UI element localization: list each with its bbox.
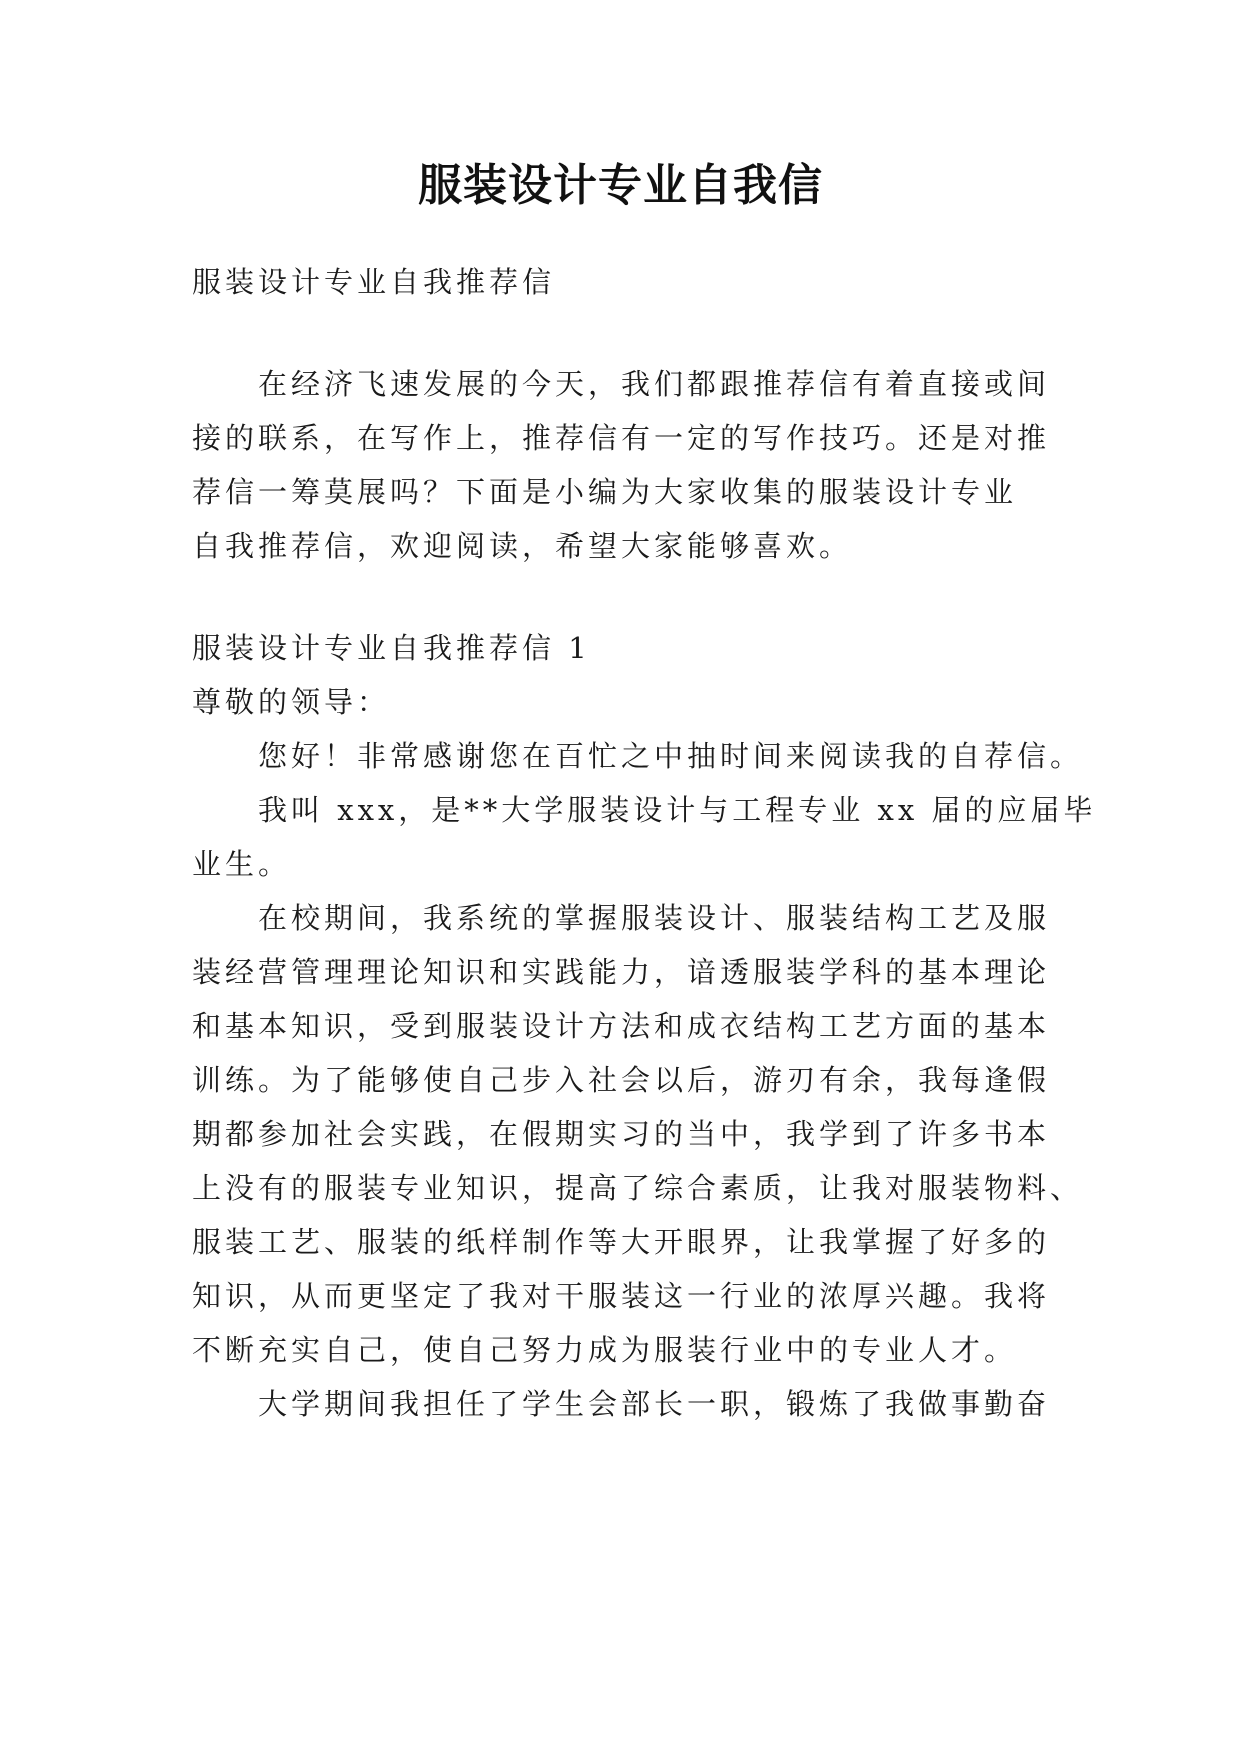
paragraph-line: 知识，从而更坚定了我对干服装这一行业的浓厚兴趣。我将 bbox=[192, 1279, 1051, 1313]
paragraph-line: 服装工艺、服装的纸样制作等大开眼界，让我掌握了好多的 bbox=[192, 1225, 1051, 1259]
intro-line: 在经济飞速发展的今天，我们都跟推荐信有着直接或间 bbox=[258, 367, 1051, 401]
paragraph-greeting: 您好！非常感谢您在百忙之中抽时间来阅读我的自荐信。 bbox=[258, 739, 1084, 773]
paragraph-line: 和基本知识，受到服装设计方法和成衣结构工艺方面的基本 bbox=[192, 1009, 1051, 1043]
document-title: 服装设计专业自我信 bbox=[418, 160, 823, 211]
paragraph-line: 装经营管理理论知识和实践能力，谙透服装学科的基本理论 bbox=[192, 955, 1051, 989]
intro-line: 荐信一筹莫展吗？下面是小编为大家收集的服装设计专业 bbox=[192, 475, 1018, 509]
paragraph-line: 期都参加社会实践，在假期实习的当中，我学到了许多书本 bbox=[192, 1117, 1051, 1151]
subtitle: 服装设计专业自我推荐信 bbox=[192, 265, 556, 299]
section-heading: 服装设计专业自我推荐信 1 bbox=[192, 631, 591, 665]
paragraph-line: 业生。 bbox=[192, 847, 292, 881]
paragraph-line: 大学期间我担任了学生会部长一职，锻炼了我做事勤奋 bbox=[258, 1387, 1051, 1421]
salutation: 尊敬的领导： bbox=[192, 685, 391, 719]
intro-line: 自我推荐信，欢迎阅读，希望大家能够喜欢。 bbox=[192, 529, 853, 563]
paragraph-line: 在校期间，我系统的掌握服装设计、服装结构工艺及服 bbox=[258, 901, 1051, 935]
paragraph-line: 训练。为了能够使自己步入社会以后，游刃有余，我每逢假 bbox=[192, 1063, 1051, 1097]
paragraph-line: 我叫 xxx，是**大学服装设计与工程专业 xx 届的应届毕 bbox=[258, 793, 1097, 827]
paragraph-line: 不断充实自己，使自己努力成为服装行业中的专业人才。 bbox=[192, 1333, 1018, 1367]
paragraph-line: 上没有的服装专业知识，提高了综合素质，让我对服装物料、 bbox=[192, 1171, 1084, 1205]
intro-line: 接的联系，在写作上，推荐信有一定的写作技巧。还是对推 bbox=[192, 421, 1051, 455]
